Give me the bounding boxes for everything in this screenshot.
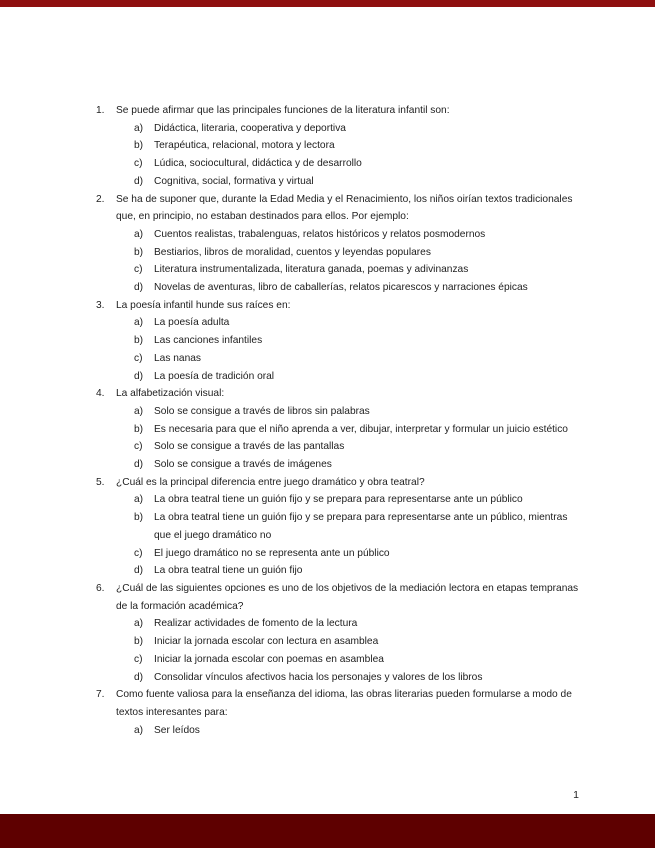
option-letter: d): [134, 459, 144, 471]
option-4d: [96, 456, 586, 474]
top-accent-bar: [0, 0, 655, 7]
option-letter: d): [134, 282, 144, 294]
option-letter: a): [134, 228, 144, 240]
question-text: ¿Cuál es la principal diferencia entre juego dramático y obra teatral?: [116, 476, 425, 488]
option-text: Es necesaria para que el niño aprenda a ver, dibujar, interpretar y formular un juicio estético: [154, 423, 568, 435]
option-2c: [96, 261, 586, 279]
question-number: 3.: [96, 299, 105, 311]
question-5: [96, 474, 586, 492]
question-number: 6.: [96, 582, 105, 594]
option-5b: [96, 509, 586, 544]
option-text: Terapéutica, relacional, motora y lectora: [154, 140, 335, 152]
option-4c: [96, 438, 586, 456]
option-letter: b): [134, 335, 144, 347]
page-number: 1: [573, 789, 579, 801]
option-letter: c): [134, 158, 143, 170]
option-1d: [96, 173, 586, 191]
option-1a: [96, 120, 586, 138]
option-text: Novelas de aventuras, libro de caballerías, relatos picarescos y narraciones épicas: [154, 282, 528, 294]
option-letter: a): [134, 317, 144, 329]
option-2b: [96, 244, 586, 262]
option-text: Solo se consigue a través de imágenes: [154, 459, 332, 471]
option-4a: [96, 403, 586, 421]
question-text: ¿Cuál de las siguientes opciones es uno de los objetivos de la mediación lectora en etapas tempranas de la formación académica?: [116, 582, 579, 612]
option-3d: [96, 368, 586, 386]
option-text: Solo se consigue a través de las pantallas: [154, 441, 345, 453]
option-letter: c): [134, 441, 143, 453]
option-text: Literatura instrumentalizada, literatura ganada, poemas y adivinanzas: [154, 264, 469, 276]
option-text: Iniciar la jornada escolar con poemas en asamblea: [154, 653, 384, 665]
option-letter: c): [134, 352, 143, 364]
question-number: 4.: [96, 388, 105, 400]
option-letter: b): [134, 246, 144, 258]
option-7a: [96, 722, 586, 740]
option-text: La obra teatral tiene un guión fijo y se prepara para representarse ante un público, mientras que el juego dramático no: [154, 512, 568, 541]
option-5c: [96, 545, 586, 563]
option-letter: a): [134, 724, 144, 736]
question-text: Se puede afirmar que las principales funciones de la literatura infantil son:: [116, 105, 450, 116]
option-text: Solo se consigue a través de libros sin palabras: [154, 405, 370, 417]
footer-bar: [0, 814, 655, 848]
option-4b: [96, 421, 586, 439]
option-2d: [96, 279, 586, 297]
option-text: Las canciones infantiles: [154, 335, 263, 347]
option-text: La poesía adulta: [154, 317, 230, 329]
option-3b: [96, 332, 586, 350]
option-letter: a): [134, 494, 144, 506]
option-2a: [96, 226, 586, 244]
question-text: Como fuente valiosa para la enseñanza del idioma, las obras literarias pueden formularse a modo de textos interesantes para:: [116, 689, 572, 718]
option-text: Consolidar vínculos afectivos hacia los personajes y valores de los libros: [154, 671, 483, 683]
option-letter: c): [134, 264, 143, 276]
option-letter: a): [134, 618, 144, 630]
option-text: La obra teatral tiene un guión fijo: [154, 565, 303, 577]
option-5d: [96, 562, 586, 580]
option-text: Cuentos realistas, trabalenguas, relatos históricos y relatos posmodernos: [154, 228, 486, 240]
option-3c: [96, 350, 586, 368]
question-number: 2.: [96, 193, 105, 205]
question-text: La poesía infantil hunde sus raíces en:: [116, 299, 291, 311]
question-text: La alfabetización visual:: [116, 388, 225, 400]
option-text: Bestiarios, libros de moralidad, cuentos y leyendas populares: [154, 246, 431, 258]
option-letter: d): [134, 175, 144, 187]
option-text: Iniciar la jornada escolar con lectura en asamblea: [154, 636, 379, 648]
option-text: Lúdica, sociocultural, didáctica y de desarrollo: [154, 158, 362, 170]
option-5a: [96, 491, 586, 509]
option-6c: [96, 651, 586, 669]
option-letter: b): [134, 423, 144, 435]
option-letter: d): [134, 565, 144, 577]
question-text: Se ha de suponer que, durante la Edad Media y el Renacimiento, los niños oirían textos tradicionales que, en principio, no estaban destinados para ellos. Por ejemplo:: [116, 193, 573, 223]
question-6: [96, 580, 586, 615]
option-text: El juego dramático no se representa ante un público: [154, 547, 390, 559]
option-letter: b): [134, 140, 144, 152]
option-letter: c): [134, 547, 143, 559]
option-letter: d): [134, 671, 144, 683]
question-3: [96, 297, 586, 315]
option-text: Realizar actividades de fomento de la lectura: [154, 618, 358, 630]
option-6d: [96, 669, 586, 687]
question-2: [96, 191, 586, 226]
option-letter: b): [134, 636, 144, 648]
option-6a: [96, 615, 586, 633]
option-1c: [96, 155, 586, 173]
question-1: [96, 102, 586, 120]
question-number: 1.: [96, 105, 105, 116]
option-text: Las nanas: [154, 352, 202, 364]
question-4: [96, 385, 586, 403]
option-text: La obra teatral tiene un guión fijo y se prepara para representarse ante un público: [154, 494, 523, 506]
option-letter: a): [134, 405, 144, 417]
option-1b: [96, 137, 586, 155]
option-3a: [96, 314, 586, 332]
option-text: La poesía de tradición oral: [154, 370, 275, 382]
option-letter: c): [134, 653, 143, 665]
question-number: 5.: [96, 476, 105, 488]
option-letter: d): [134, 370, 144, 382]
option-6b: [96, 633, 586, 651]
option-letter: b): [134, 512, 144, 524]
option-letter: a): [134, 122, 144, 134]
option-text: Didáctica, literaria, cooperativa y deportiva: [154, 122, 346, 134]
option-text: Ser leídos: [154, 724, 200, 736]
option-text: Cognitiva, social, formativa y virtual: [154, 175, 314, 187]
question-number: 7.: [96, 689, 105, 701]
question-7: [96, 686, 586, 721]
question-list: [96, 102, 586, 739]
